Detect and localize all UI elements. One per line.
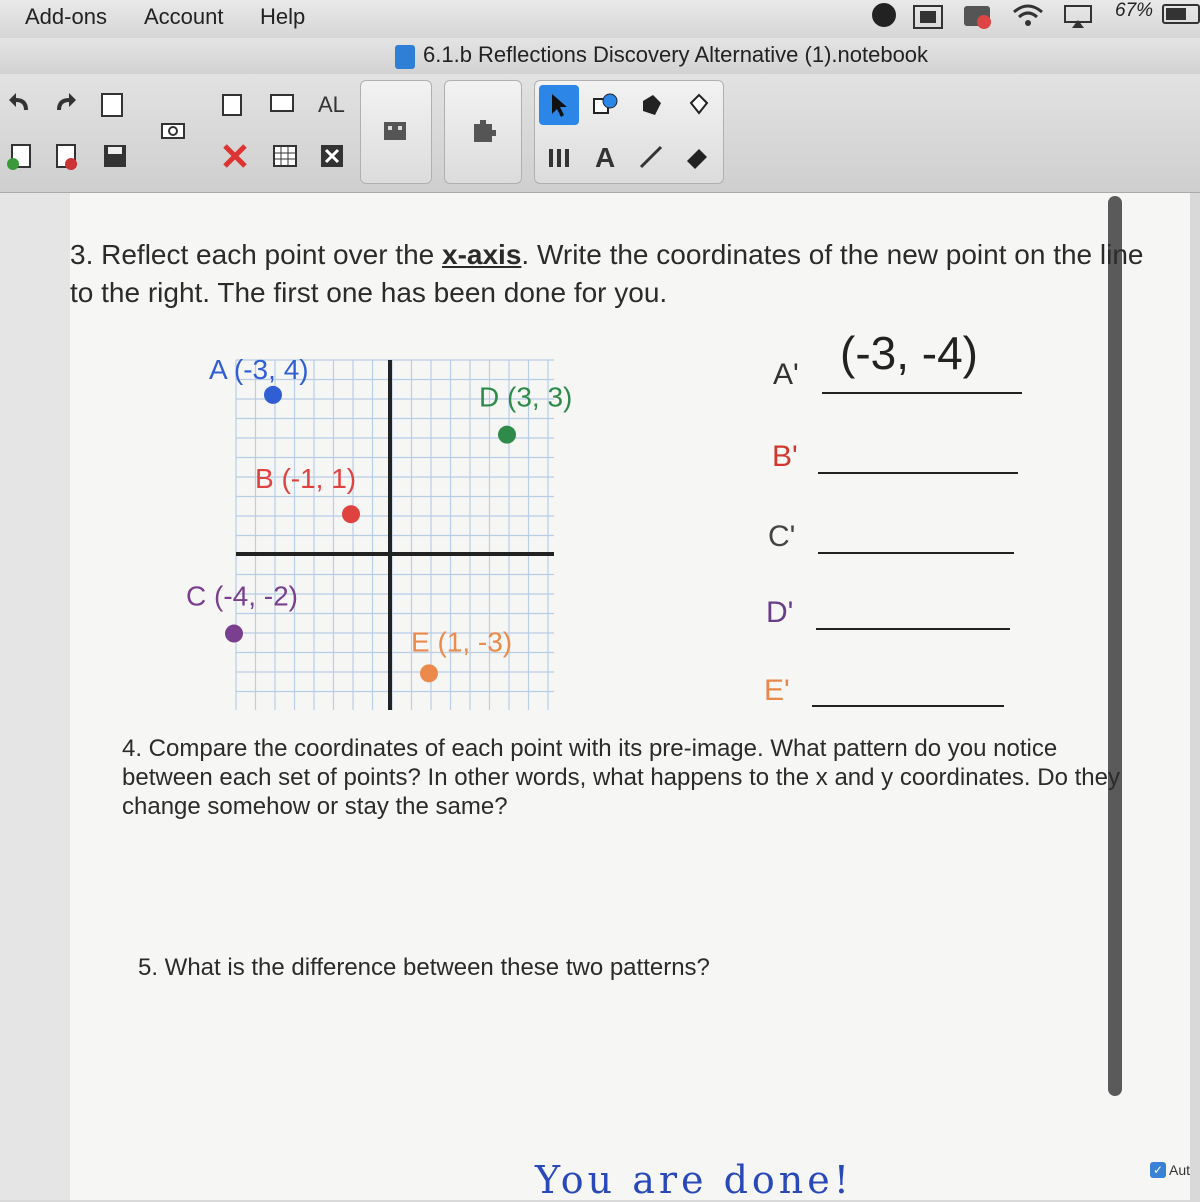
answer-c-label: C' bbox=[768, 520, 796, 553]
window-title: 6.1.b Reflections Discovery Alternative (1).notebook bbox=[423, 42, 929, 67]
redo-icon[interactable] bbox=[45, 84, 85, 124]
answer-b-label: B' bbox=[772, 440, 798, 473]
answer-a-value: (-3, -4) bbox=[840, 327, 978, 379]
x-axis-emphasis: x-axis bbox=[442, 239, 522, 270]
question-4: 4. Compare the coordinates of each point with its pre-image. What pattern do you notice between each set of points? In other words, what happens to the x and y coordinates. Do they change somehow or stay the same? bbox=[122, 735, 1120, 820]
answer-d-label: D' bbox=[766, 596, 794, 629]
point-label-e: E (1, -3) bbox=[411, 626, 513, 658]
fill-bucket-icon[interactable] bbox=[677, 85, 717, 125]
delete-page-icon[interactable] bbox=[45, 136, 85, 176]
done-message: You are done! bbox=[535, 1158, 854, 1202]
shapes-icon[interactable] bbox=[585, 85, 625, 125]
save-icon[interactable] bbox=[95, 136, 135, 176]
coordinate-grid bbox=[186, 340, 600, 720]
status-app-icon[interactable] bbox=[870, 2, 900, 30]
menu-item-account[interactable]: Account bbox=[144, 4, 224, 29]
point-b[interactable] bbox=[342, 505, 360, 523]
fill-shape-icon[interactable] bbox=[631, 85, 671, 125]
menu-item-add-ons[interactable]: Add-ons bbox=[25, 4, 107, 29]
add-ons-group bbox=[360, 80, 432, 184]
question-3: 3. Reflect each point over the x-axis. Write the coordinates of the new point on the line to the right. The first one has been done for you. bbox=[70, 239, 1144, 308]
menu-bar bbox=[0, 0, 1200, 39]
point-d[interactable] bbox=[498, 426, 516, 444]
delete-icon[interactable] bbox=[215, 136, 255, 176]
answer-a-label: A' bbox=[773, 358, 799, 391]
svg-text:AL: AL bbox=[318, 92, 345, 117]
text-tool-icon[interactable] bbox=[585, 137, 625, 177]
answer-c-line[interactable] bbox=[818, 552, 1014, 554]
svg-text:A: A bbox=[595, 142, 616, 173]
add-ons-icon[interactable] bbox=[375, 111, 415, 151]
eraser-icon[interactable] bbox=[677, 137, 717, 177]
undo-icon[interactable] bbox=[0, 84, 40, 124]
question-5: 5. What is the difference between these two patterns? bbox=[138, 954, 710, 981]
airplay-icon[interactable] bbox=[1062, 2, 1096, 30]
screen-shade-icon[interactable] bbox=[153, 112, 193, 152]
screen-record-icon[interactable] bbox=[912, 2, 946, 30]
text-spell-icon[interactable] bbox=[312, 84, 352, 124]
point-label-a: A (-3, 4) bbox=[209, 353, 309, 385]
answer-b-line[interactable] bbox=[818, 472, 1018, 474]
paste-icon[interactable] bbox=[212, 84, 252, 124]
notebook-file-icon bbox=[395, 45, 415, 69]
page-icon[interactable] bbox=[92, 84, 132, 124]
close-box-icon[interactable] bbox=[312, 136, 352, 176]
autosave-label: Aut bbox=[1169, 1162, 1191, 1178]
drawing-tools-group bbox=[534, 80, 724, 184]
answer-e-line[interactable] bbox=[812, 705, 1004, 707]
add-page-icon[interactable] bbox=[0, 136, 40, 176]
activity-group bbox=[444, 80, 522, 184]
point-label-c: C (-4, -2) bbox=[186, 580, 298, 612]
battery-percent: 67% bbox=[1115, 0, 1154, 21]
page-sorter-strip[interactable] bbox=[0, 193, 71, 1200]
select-arrow-icon[interactable] bbox=[539, 85, 579, 125]
activity-builder-icon[interactable] bbox=[463, 111, 503, 151]
line-tool-icon[interactable] bbox=[631, 137, 671, 177]
answer-a-line[interactable] bbox=[822, 392, 1022, 394]
toolbar bbox=[0, 74, 1200, 193]
screen-capture-icon[interactable] bbox=[262, 84, 302, 124]
pens-icon[interactable] bbox=[539, 137, 579, 177]
autosave-toggle[interactable] bbox=[1150, 1162, 1190, 1178]
point-label-d: D (3, 3) bbox=[479, 381, 573, 413]
wifi-icon[interactable] bbox=[1010, 2, 1046, 30]
point-a[interactable] bbox=[264, 386, 282, 404]
point-e[interactable] bbox=[420, 664, 438, 682]
answer-d-line[interactable] bbox=[816, 628, 1010, 630]
battery-icon[interactable] bbox=[1162, 4, 1200, 24]
point-label-b: B (-1, 1) bbox=[255, 463, 357, 495]
checkmark-icon: ✓ bbox=[1150, 1162, 1166, 1178]
table-icon[interactable] bbox=[265, 136, 305, 176]
menu-item-help[interactable]: Help bbox=[260, 4, 306, 29]
page-scrollbar[interactable] bbox=[1108, 196, 1122, 1096]
screen-share-icon[interactable] bbox=[962, 2, 996, 30]
answer-e-label: E' bbox=[764, 674, 790, 707]
point-c[interactable] bbox=[225, 625, 243, 643]
